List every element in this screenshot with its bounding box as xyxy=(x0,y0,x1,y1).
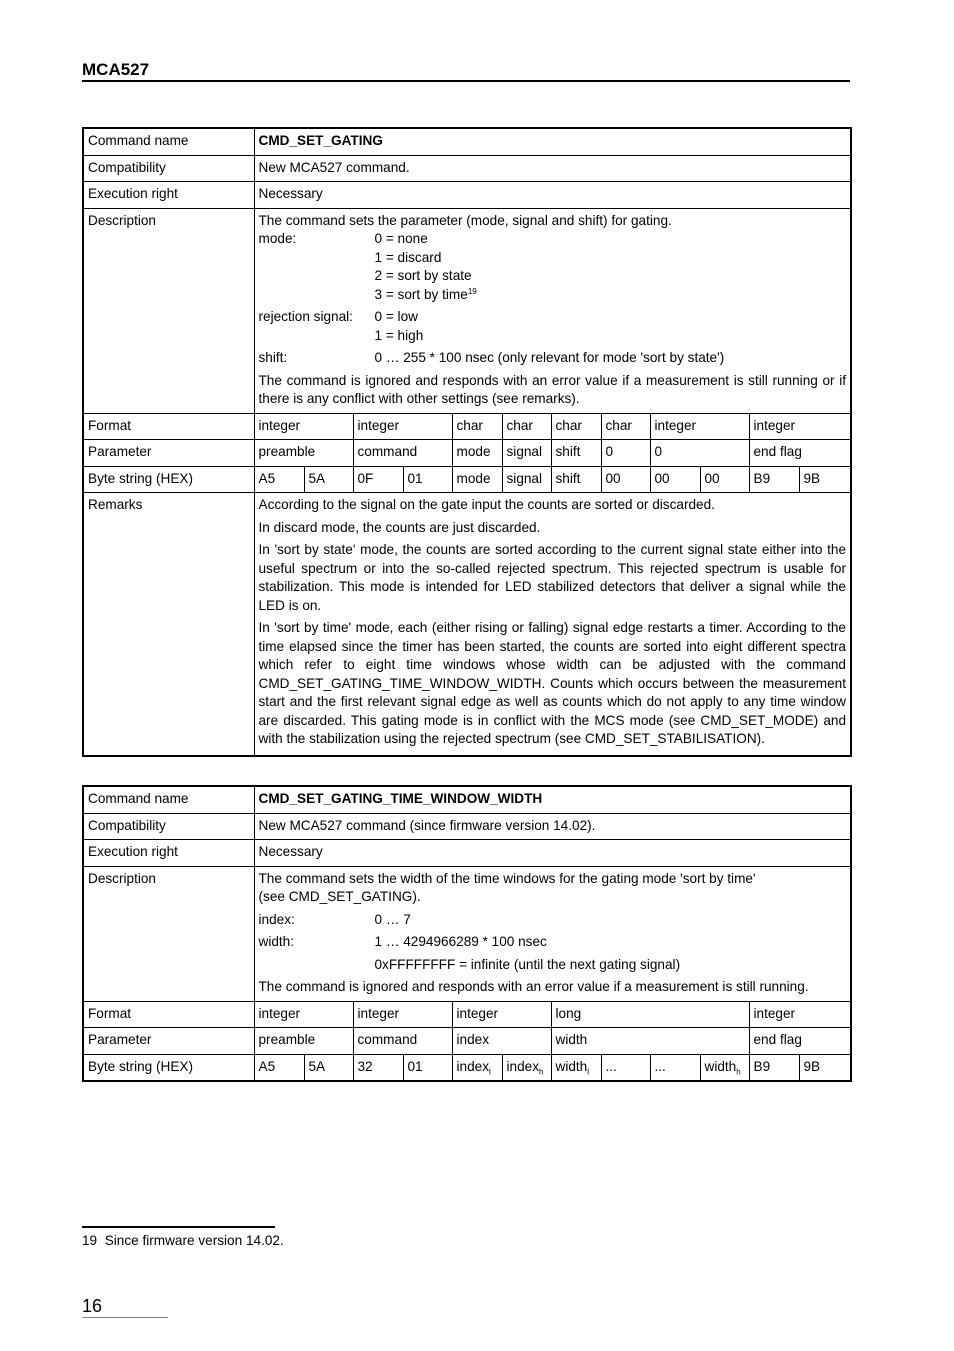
rejection-signal-definition xyxy=(259,308,847,345)
mode-key: mode: xyxy=(258,231,297,246)
description-note: The command is ignored and responds with an error value if a measurement is still running or if there is any conflict with other settings (see remarks). xyxy=(258,372,846,406)
description-label: Description xyxy=(83,866,254,1001)
footnote-ref: 19 xyxy=(467,286,477,296)
byte-cell: index$_h$ xyxy=(502,1054,551,1081)
byte-cell: 01 xyxy=(403,466,452,493)
mode-value: 3 = sort by time xyxy=(374,286,468,302)
format-label: Format xyxy=(83,413,254,440)
execution-right-label: Execution right xyxy=(83,840,254,867)
byte-cell: B9 xyxy=(749,466,799,493)
parameter-cell: 0 xyxy=(650,440,749,467)
byte-cell: B9 xyxy=(749,1054,799,1081)
footnote-separator xyxy=(82,1226,275,1228)
mode-value: 1 = discard xyxy=(374,249,442,265)
format-cell: char xyxy=(502,413,551,440)
remarks-row xyxy=(83,493,851,756)
parameter-cell: index xyxy=(452,1028,551,1055)
index-value: 0 … 7 xyxy=(374,911,411,927)
shift-value: 0 … 255 * 100 nsec (only relevant for mode 'sort by state') xyxy=(374,350,725,365)
command-name-label: Command name xyxy=(83,128,254,155)
width-value: 1 … 4294966289 * 100 nsec xyxy=(374,934,547,949)
page-number-rule xyxy=(82,1317,168,1318)
byte-cell: 00 xyxy=(601,466,650,493)
byte-cell: 32 xyxy=(353,1054,403,1081)
remark-paragraph: According to the signal on the gate input the counts are sorted or discarded. xyxy=(258,497,715,512)
width-definition xyxy=(259,933,847,952)
parameter-row xyxy=(83,1028,851,1055)
format-cell: integer xyxy=(650,413,749,440)
execution-right-row xyxy=(83,182,851,209)
byte-string-row xyxy=(83,1054,851,1081)
format-cell: char xyxy=(452,413,502,440)
compatibility-label: Compatibility xyxy=(83,155,254,182)
parameter-cell: mode xyxy=(452,440,502,467)
shift-definition xyxy=(259,349,847,368)
compatibility-row xyxy=(83,813,851,840)
execution-right-value: Necessary xyxy=(254,182,851,209)
format-cell: integer xyxy=(254,1001,353,1028)
parameter-cell: command xyxy=(353,440,452,467)
parameter-cell: preamble xyxy=(254,1028,353,1055)
footnote-text: Since firmware version 14.02. xyxy=(104,1233,284,1248)
remarks-label: Remarks xyxy=(83,493,254,756)
parameter-cell: preamble xyxy=(254,440,353,467)
description-row xyxy=(83,208,851,413)
byte-cell: index$_l$ xyxy=(452,1054,502,1081)
description-row xyxy=(83,866,851,1001)
cmd-set-gating-time-window-width-table xyxy=(82,785,852,1082)
compatibility-value: New MCA527 command (since firmware version 14.02). xyxy=(254,813,851,840)
mode-value: 2 = sort by state xyxy=(374,268,472,283)
execution-right-row xyxy=(83,840,851,867)
remarks-value xyxy=(254,493,851,756)
parameter-cell: command xyxy=(353,1028,452,1055)
format-cell: integer xyxy=(452,1001,551,1028)
parameter-cell: end flag xyxy=(749,440,851,467)
footnote-number: 19 xyxy=(82,1233,98,1248)
format-row xyxy=(83,1001,851,1028)
page-header xyxy=(82,58,850,82)
rejection-signal-key: rejection signal: xyxy=(258,309,353,324)
remark-paragraph: In discard mode, the counts are just discarded. xyxy=(258,519,541,535)
byte-string-label: Byte string (HEX) xyxy=(83,1054,254,1081)
rejection-signal-value: 0 = low xyxy=(374,309,418,324)
parameter-cell: 0 xyxy=(601,440,650,467)
width-value-infinite: 0xFFFFFFFF = infinite (until the next gating signal) xyxy=(374,956,681,972)
byte-cell: mode xyxy=(452,466,502,493)
remark-paragraph: In 'sort by state' mode, the counts are sorted according to the current signal state either into the useful spectrum or into the so-called rejected spectrum. This rejected spectrum is usable for stabilization. This mode is intended for LED stabilized detectors that deliver a signal while the LED is on. xyxy=(258,542,846,613)
byte-cell: A5 xyxy=(254,1054,304,1081)
index-key: index: xyxy=(258,911,295,927)
command-name-value: CMD_SET_GATING xyxy=(254,128,851,155)
rejection-signal-value: 1 = high xyxy=(374,327,424,343)
cmd-set-gating-table xyxy=(82,127,852,757)
compatibility-label: Compatibility xyxy=(83,813,254,840)
format-cell: long xyxy=(551,1001,749,1028)
format-cell: integer xyxy=(749,1001,851,1028)
parameter-row xyxy=(83,440,851,467)
byte-cell: A5 xyxy=(254,466,304,493)
width-key: width: xyxy=(258,934,295,949)
command-name-row xyxy=(83,786,851,813)
mode-definition xyxy=(259,230,847,304)
parameter-cell: signal xyxy=(502,440,551,467)
byte-cell: shift xyxy=(551,466,601,493)
byte-cell: ... xyxy=(601,1054,650,1081)
byte-string-row xyxy=(83,466,851,493)
description-value xyxy=(254,866,851,1001)
parameter-cell: end flag xyxy=(749,1028,851,1055)
parameter-cell: shift xyxy=(551,440,601,467)
byte-cell: 0F xyxy=(353,466,403,493)
compatibility-value: New MCA527 command. xyxy=(254,155,851,182)
format-label: Format xyxy=(83,1001,254,1028)
index-definition xyxy=(259,911,847,930)
byte-cell: 5A xyxy=(304,466,353,493)
byte-cell: 01 xyxy=(403,1054,452,1081)
document-title: MCA527 xyxy=(82,60,150,79)
format-cell: char xyxy=(601,413,650,440)
byte-cell: ... xyxy=(650,1054,700,1081)
byte-cell: width$_l$ xyxy=(551,1054,601,1081)
parameter-cell: width xyxy=(551,1028,749,1055)
parameter-label: Parameter xyxy=(83,1028,254,1055)
format-cell: integer xyxy=(353,413,452,440)
format-cell: integer xyxy=(353,1001,452,1028)
mode-value: 0 = none xyxy=(374,231,428,246)
execution-right-value: Necessary xyxy=(254,840,851,867)
format-row xyxy=(83,413,851,440)
compatibility-row xyxy=(83,155,851,182)
footnote xyxy=(82,1233,284,1248)
byte-cell: 00 xyxy=(650,466,700,493)
format-cell: integer xyxy=(254,413,353,440)
byte-cell: 5A xyxy=(304,1054,353,1081)
execution-right-label: Execution right xyxy=(83,182,254,209)
page-number: 16 xyxy=(82,1296,103,1316)
description-intro: The command sets the parameter (mode, signal and shift) for gating. xyxy=(258,212,672,228)
byte-cell: 9B xyxy=(799,1054,851,1081)
description-intro: The command sets the width of the time windows for the gating mode 'sort by time' (see CMD_SET_GATING). xyxy=(258,870,756,904)
description-label: Description xyxy=(83,208,254,413)
shift-key: shift: xyxy=(258,350,288,365)
byte-string-label: Byte string (HEX) xyxy=(83,466,254,493)
parameter-label: Parameter xyxy=(83,440,254,467)
format-cell: char xyxy=(551,413,601,440)
format-cell: integer xyxy=(749,413,851,440)
command-name-value: CMD_SET_GATING_TIME_WINDOW_WIDTH xyxy=(254,786,851,813)
description-value xyxy=(254,208,851,413)
byte-cell: signal xyxy=(502,466,551,493)
command-name-row xyxy=(83,128,851,155)
remark-paragraph: In 'sort by time' mode, each (either rising or falling) signal edge restarts a timer. According to the time elapsed since the timer has been started, the counts are sorted into eight different spectra which refer to eight time windows whose width can be adjusted with the command CMD_SET_GATING_TIME_WINDOW_WIDTH. Counts which occurs between the measurement start and the first relevant signal edge as well as counts which do not apply to any time window are discarded. This gating mode is in conflict with the MCS mode (see CMD_SET_MODE) and with the stabilization using the rejected spectrum (see CMD_SET_STABILISATION). xyxy=(258,620,846,746)
description-note: The command is ignored and responds with an error value if a measurement is still running. xyxy=(258,979,809,994)
byte-cell: 00 xyxy=(700,466,749,493)
byte-cell: 9B xyxy=(799,466,851,493)
byte-cell: width$_h$ xyxy=(700,1054,749,1081)
command-name-label: Command name xyxy=(83,786,254,813)
width-definition-infinite xyxy=(259,956,847,975)
